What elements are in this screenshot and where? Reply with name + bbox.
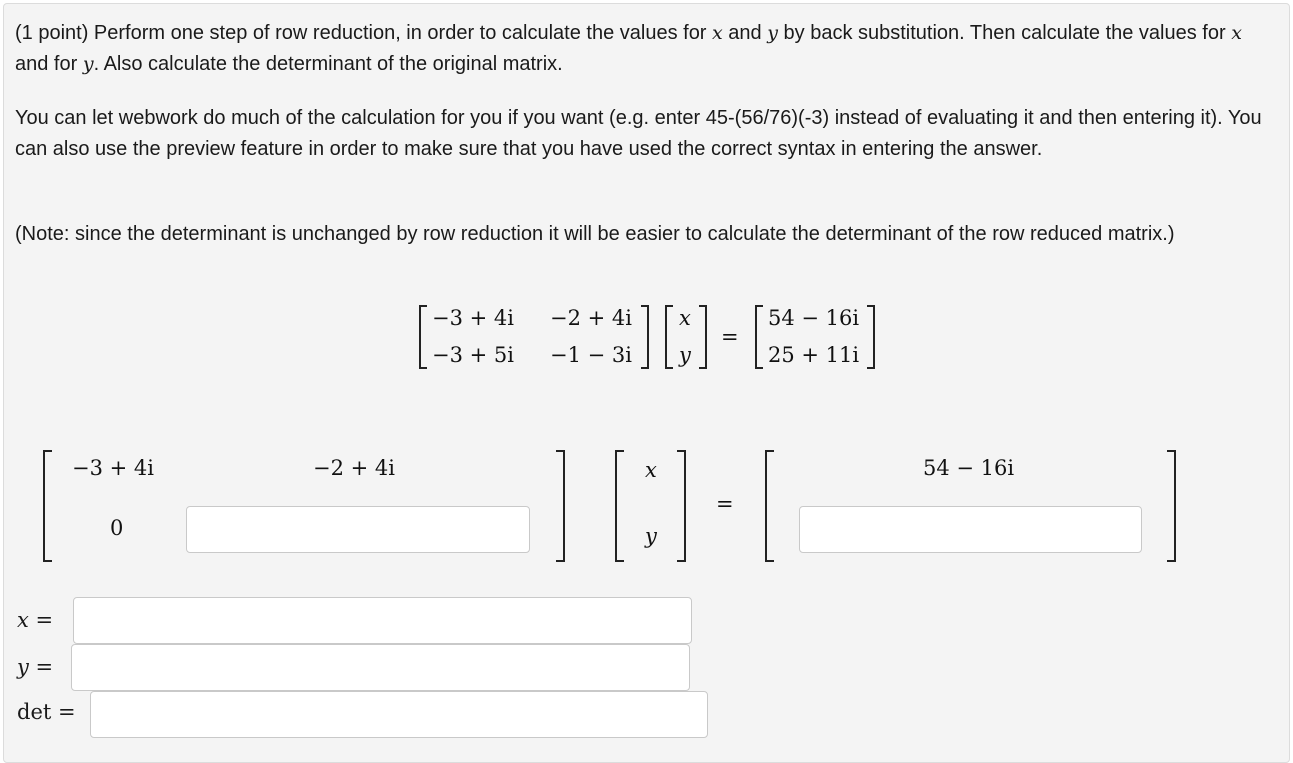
matrix-entry: −2 + 4i <box>550 306 632 330</box>
right-bracket <box>1167 450 1176 562</box>
vector-entry: 25 + 11i <box>768 343 860 367</box>
matrix-entry: −1 − 3i <box>550 343 632 367</box>
vector-entry: 54 − 16i <box>923 456 1015 480</box>
right-bracket <box>677 450 686 562</box>
y-answer-input[interactable] <box>71 644 690 691</box>
left-bracket <box>419 305 427 369</box>
point-value: (1 point) <box>15 22 89 44</box>
vector-entry: x <box>645 458 657 482</box>
equals-sign: = <box>716 492 734 516</box>
left-bracket <box>665 305 673 369</box>
reduced-b2-input[interactable] <box>799 506 1142 553</box>
problem-statement: (1 point) Perform one step of row reduction, in order to calculate the values for x and y by back substitution. Then calculate the values for x and for y. Also calculate the determinant of the original matrix. <box>15 22 1242 75</box>
reduced-a22-input[interactable] <box>186 506 530 553</box>
matrix-entry: −3 + 5i <box>432 343 514 367</box>
matrix-entry: −2 + 4i <box>313 456 395 480</box>
matrix-entry: −3 + 4i <box>72 456 154 480</box>
left-bracket <box>615 450 624 562</box>
var-x: x <box>1231 22 1242 44</box>
det-label: det = <box>17 700 76 724</box>
right-bracket <box>641 305 649 369</box>
vector-entry: x <box>679 306 691 330</box>
vector-entry: y <box>645 524 657 548</box>
right-bracket <box>699 305 707 369</box>
right-bracket <box>867 305 875 369</box>
x-answer-input[interactable] <box>73 597 692 644</box>
matrix-entry: 0 <box>110 516 124 540</box>
var-y: y <box>767 22 778 44</box>
vector-entry: y <box>679 343 691 367</box>
instruction-paragraph: You can let webwork do much of the calculation for you if you want (e.g. enter 45-(56/76)(-3) instead of evaluating it and then entering it). You can also use the preview feature in order to make sure that you have used the correct syntax in entering the answer. <box>15 107 1262 160</box>
equals-sign: = <box>721 325 739 349</box>
left-bracket <box>765 450 774 562</box>
x-label: x = <box>17 608 54 632</box>
left-bracket <box>755 305 763 369</box>
det-answer-input[interactable] <box>90 691 708 738</box>
var-y: y <box>82 53 94 75</box>
note-paragraph: (Note: since the determinant is unchanged by row reduction it will be easier to calculate the determinant of the row reduced matrix.) <box>15 223 1175 245</box>
right-bracket <box>556 450 565 562</box>
matrix-entry: −3 + 4i <box>432 306 514 330</box>
y-label: y = <box>17 655 54 679</box>
left-bracket <box>43 450 52 562</box>
var-x: x <box>712 22 723 44</box>
vector-entry: 54 − 16i <box>768 306 860 330</box>
